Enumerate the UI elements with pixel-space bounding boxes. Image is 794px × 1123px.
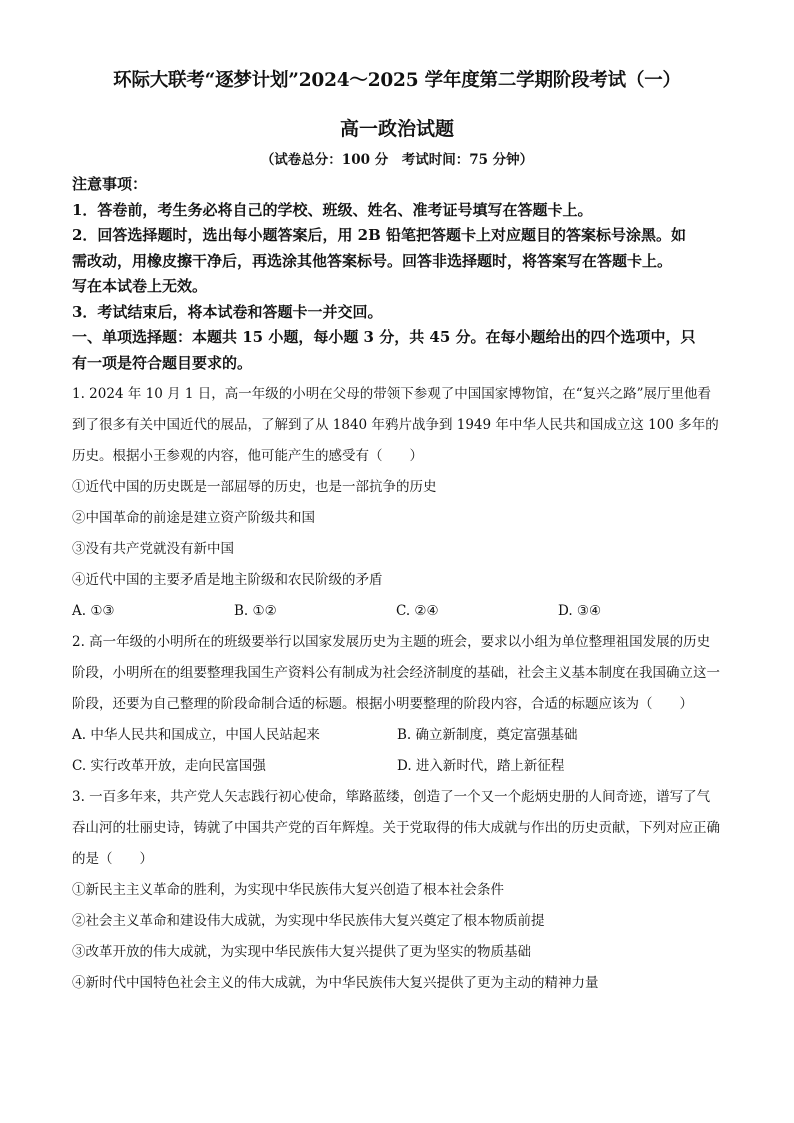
question-1-options — [72, 596, 722, 627]
question-2-option-b: B. 确立新制度，奠定富强基础 — [397, 727, 578, 743]
note-item-2-line-3: 写在本试卷上无效。 — [72, 277, 208, 295]
question-1-option-d: D. ③④ — [558, 603, 602, 619]
question-2-options-row-2 — [72, 751, 722, 782]
question-1-statement-4: ④近代中国的主要矛盾是地主阶级和农民阶级的矛盾 — [72, 572, 383, 588]
question-1-option-b: B. ①② — [234, 603, 277, 619]
note-item-2-line-2: 需改动，用橡皮擦干净后，再选涂其他答案标号。回答非选择题时，将答案写在答题卡上。 — [72, 251, 673, 270]
question-2-option-a: A. 中华人民共和国成立，中国人民站起来 — [72, 727, 320, 743]
question-1-stem: 1. 2024 年 10 月 1 日，高一年级的小明在父母的带领下参观了中国国家博物馆，在“复兴之路”展厅里他看到了很多有关中国近代的展品，了解到了从 1840 年鸦片战争到 1949 年中华人民共和国成立这 100 多年的历史。根据小王参观的内容，他可能产生的感受有（ ） — [72, 386, 719, 464]
question-2-stem: 2. 高一年级的小明所在的班级要举行以国家发展历史为主题的班会，要求以小组为单位整理祖国发展的历史阶段，小明所在的组要整理我国生产资料公有制成为社会经济制度的基础，社会主义基本制度在我国确立这一阶段，还要为自己整理的阶段命制合适的标题。根据小明要整理的阶段内容，合适的标题应该为（ ） — [72, 634, 720, 712]
question-1-statement-3: ③没有共产党就没有新中国 — [72, 541, 234, 557]
exam-meta: （试卷总分：100 分 考试时间：75 分钟） — [260, 152, 534, 168]
section-heading-line-2: 有一项是符合题目要求的。 — [72, 353, 253, 372]
question-3-stem: 3. 一百多年来，共产党人矢志践行初心使命，筚路蓝缕，创造了一个又一个彪炳史册的人间奇迹，谱写了气吞山河的壮丽史诗，铸就了中国共产党的百年辉煌。关于党取得的伟大成就与作出的历史贡献，下列对应正确的是（ ） — [72, 789, 720, 867]
exam-subtitle: 高一政治试题 — [339, 118, 454, 140]
question-3-statement-4: ④新时代中国特色社会主义的伟大成就，为中华民族伟大复兴提供了更为主动的精神力量 — [72, 975, 599, 991]
notes-heading: 注意事项： — [72, 175, 148, 193]
question-1-statement-1: ①近代中国的历史既是一部屈辱的历史，也是一部抗争的历史 — [72, 479, 437, 495]
section-heading-line-1: 一、单项选择题：本题共 15 小题，每小题 3 分，共 45 分。在每小题给出的四个选项中，只 — [72, 328, 696, 346]
question-2-option-d: D. 进入新时代，踏上新征程 — [397, 758, 565, 774]
question-2-option-c: C. 实行改革开放，走向民富国强 — [72, 758, 266, 774]
question-1-option-a: A. ①③ — [72, 603, 115, 619]
question-1-option-c: C. ②④ — [396, 603, 439, 619]
exam-title: 环际大联考“逐梦计划”2024～2025 学年度第二学期阶段考试（一） — [113, 70, 681, 91]
question-3-statement-3: ③改革开放的伟大成就，为实现中华民族伟大复兴提供了更为坚实的物质基础 — [72, 944, 531, 960]
question-3-statement-1: ①新民主主义革命的胜利，为实现中华民族伟大复兴创造了根本社会条件 — [72, 882, 504, 898]
note-item-2-line-1: 2．回答选择题时，选出每小题答案后，用 2B 铅笔把答题卡上对应题目的答案标号涂黑。如 — [72, 226, 687, 244]
question-1-statement-2: ②中国革命的前途是建立资产阶级共和国 — [72, 510, 315, 526]
note-item-1: 1．答卷前，考生务必将自己的学校、班级、姓名、准考证号填写在答题卡上。 — [72, 200, 593, 219]
note-item-3: 3．考试结束后，将本试卷和答题卡一并交回。 — [72, 302, 383, 321]
exam-body — [72, 172, 722, 999]
question-3-statement-2: ②社会主义革命和建设伟大成就，为实现中华民族伟大复兴奠定了根本物质前提 — [72, 913, 545, 929]
question-2-options-row-1 — [72, 720, 722, 751]
